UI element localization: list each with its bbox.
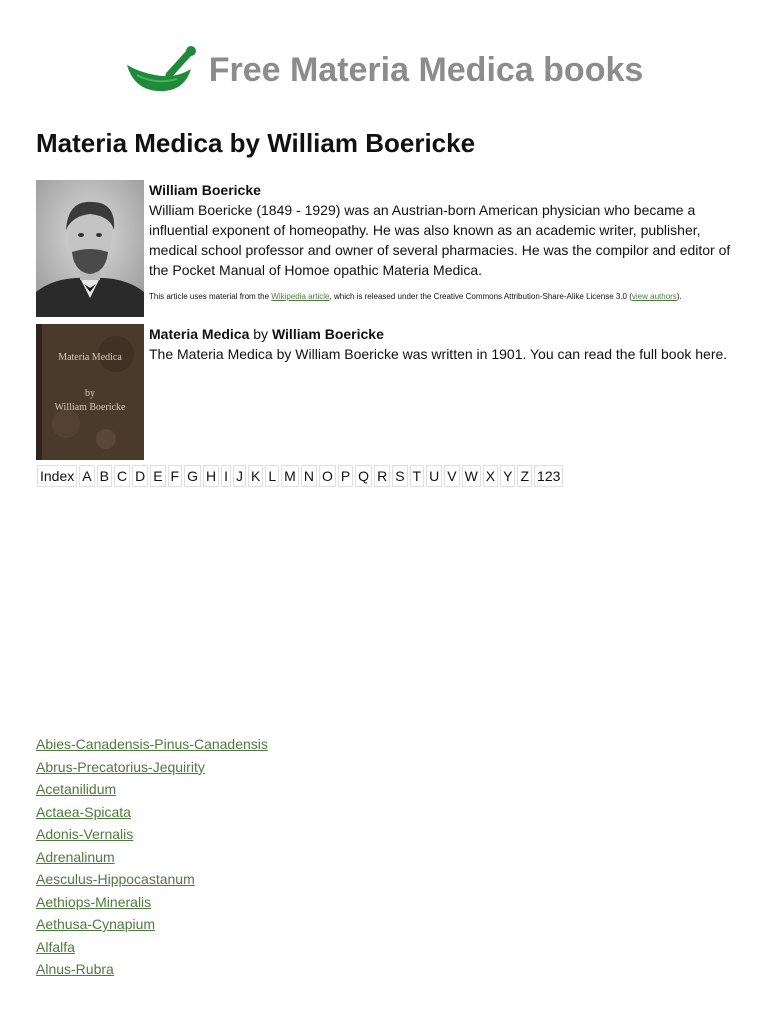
remedy-link[interactable]: Abrus-Precatorius-Jequirity (36, 758, 205, 775)
book-cover (36, 324, 144, 460)
index-link-b[interactable]: B (97, 465, 112, 487)
index-link-v[interactable]: V (444, 465, 459, 487)
remedy-link[interactable]: Alfalfa (36, 938, 75, 955)
remedy-link[interactable]: Adonis-Vernalis (36, 826, 134, 842)
remedy-link[interactable]: Alnus-Rubra (36, 961, 114, 977)
author-bio: William Boericke (1849 - 1929) was an Austrian-born American physician who became a influential exponent of homeopathy. He was also known as an academic writer, publisher, medical school professor and owner of several pharmacies. He was the compilor and editor of the Pocket Manual of Homoe opathic Materia Medica. (149, 202, 731, 278)
license-prefix: This article uses material from the (149, 292, 272, 301)
alphabet-index (37, 465, 565, 487)
index-link-o[interactable]: O (319, 465, 336, 487)
book-section (36, 324, 736, 462)
remedy-link[interactable]: Aethiops-Mineralis (36, 893, 152, 910)
index-link-a[interactable]: A (79, 465, 94, 487)
list-item (36, 801, 268, 824)
index-link-k[interactable]: K (248, 465, 263, 487)
license-suffix: ). (676, 292, 682, 301)
index-link-p[interactable]: P (338, 465, 353, 487)
list-item (36, 846, 268, 869)
remedy-link[interactable]: Actaea-Spicata (36, 803, 131, 820)
index-link-m[interactable]: M (281, 465, 299, 487)
list-item (36, 778, 268, 801)
site-logo-link[interactable] (125, 45, 644, 95)
license-note (149, 291, 749, 303)
index-link-c[interactable]: C (114, 465, 130, 487)
book-author: William Boericke (271, 326, 384, 342)
index-link-f[interactable]: F (168, 465, 183, 487)
author-section (36, 180, 736, 318)
mortar-pestle-icon (125, 45, 201, 95)
index-link-123[interactable]: 123 (534, 465, 563, 487)
index-link-l[interactable]: L (265, 465, 279, 487)
index-link-g[interactable]: G (184, 465, 201, 487)
list-item (36, 936, 268, 959)
index-link-i[interactable]: I (221, 465, 231, 487)
book-description (149, 324, 739, 364)
list-item (36, 913, 268, 936)
list-item (36, 756, 268, 779)
index-link-x[interactable]: X (483, 465, 498, 487)
index-link-t[interactable]: T (410, 465, 425, 487)
book-by: by (249, 326, 272, 342)
license-middle: , which is released under the Creative Commons Attribution-Share-Alike License 3.0 ( (329, 292, 632, 301)
index-link-q[interactable]: Q (355, 465, 372, 487)
index-link-n[interactable]: N (301, 465, 317, 487)
index-link-r[interactable]: R (374, 465, 390, 487)
author-name: William Boericke (149, 182, 261, 198)
index-link-z[interactable]: Z (517, 465, 532, 487)
remedy-link[interactable]: Aethusa-Cynapium (36, 916, 156, 932)
cover-author: William Boericke (54, 402, 126, 413)
view-authors-link[interactable]: view authors (631, 292, 677, 301)
cover-by: by (85, 388, 95, 399)
page-title: Materia Medica by William Boericke (36, 128, 476, 158)
list-item (36, 733, 268, 756)
wikipedia-article-link[interactable]: Wikipedia article (271, 292, 330, 301)
list-item (36, 958, 268, 981)
list-item (36, 868, 268, 891)
cover-title: Materia Medica (58, 352, 122, 363)
index-link-u[interactable]: U (426, 465, 442, 487)
index-link-e[interactable]: E (150, 465, 165, 487)
remedy-link[interactable]: Acetanilidum (36, 781, 117, 797)
remedy-link[interactable]: Aesculus-Hippocastanum (36, 871, 195, 887)
index-link-j[interactable]: J (233, 465, 246, 487)
index-link-h[interactable]: H (203, 465, 219, 487)
site-title: Free Materia Medica books (208, 50, 644, 89)
index-link-w[interactable]: W (462, 465, 481, 487)
index-link-index[interactable]: Index (37, 465, 77, 487)
remedy-link[interactable]: Adrenalinum (36, 848, 115, 865)
list-item (36, 891, 268, 914)
index-link-s[interactable]: S (392, 465, 407, 487)
book-summary: The Materia Medica by William Boericke was written in 1901. You can read the full book here. (149, 346, 728, 362)
site-header (0, 40, 768, 100)
book-title: Materia Medica (149, 326, 250, 342)
index-link-d[interactable]: D (132, 465, 148, 487)
remedy-list (36, 733, 268, 981)
author-portrait (36, 180, 144, 317)
index-link-y[interactable]: Y (500, 465, 515, 487)
remedy-link[interactable]: Abies-Canadensis-Pinus-Canadensis (36, 736, 268, 752)
list-item (36, 823, 268, 846)
author-description (149, 180, 739, 280)
